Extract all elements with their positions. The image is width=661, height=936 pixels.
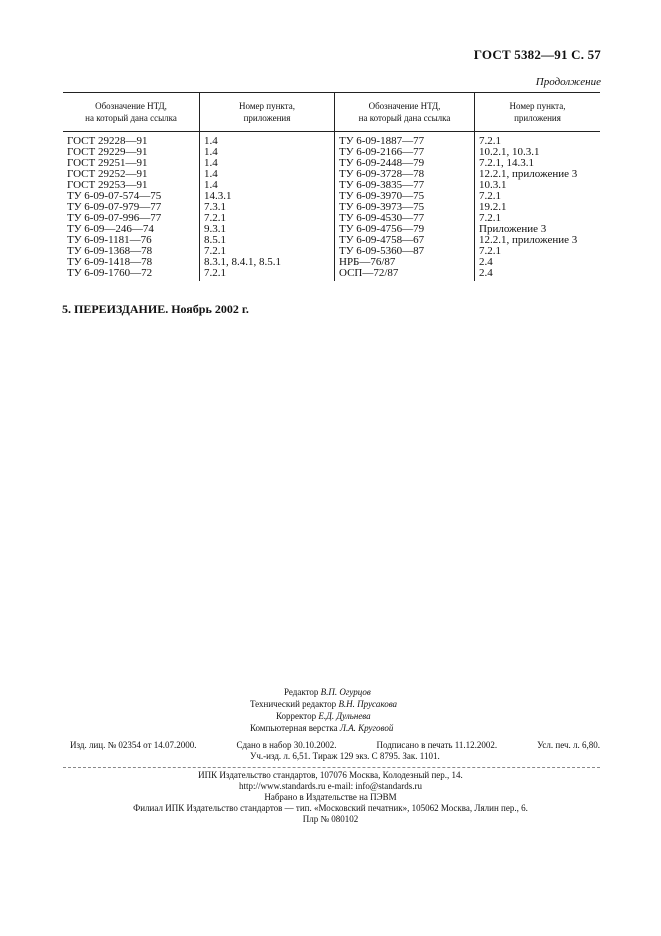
license-plr: Плр № 080102 — [302, 814, 359, 824]
cell-designation: ГОСТ 29252—91 — [67, 168, 148, 180]
cell-designation: ТУ 6-09-3728—78 — [335, 169, 475, 180]
column-header-designation: Обозначение НТД, на который дана ссылка — [335, 93, 475, 132]
publication-info — [70, 740, 600, 762]
cell-clause: 7.2.1 — [475, 191, 601, 202]
cell-clause: 1.4 — [200, 169, 335, 180]
cell-clause: 10.3.1 — [475, 180, 601, 191]
cell-clause: 12.2.1, приложение 3 — [475, 235, 601, 246]
cell-designation: ТУ 6-09-07-574—75 — [67, 190, 162, 202]
cell-designation: ТУ 6-09—246—74 — [67, 223, 154, 235]
license-number: Изд. лиц. № 02354 от 14.07.2000. — [70, 740, 197, 750]
cell-designation: ТУ 6-09-4758—67 — [335, 235, 475, 246]
cell-clause: 7.2.1 — [200, 268, 335, 281]
publisher-web: http://www.standards.ru e-mail: info@standards.ru — [239, 781, 422, 791]
credit-line: Редактор В.П. Огурцов — [284, 687, 371, 697]
cell-clause: 7.2.1 — [200, 213, 335, 224]
cell-designation: ТУ 6-09-4530—77 — [335, 213, 475, 224]
publisher-address: ИПК Издательство стандартов, 107076 Москва, Колодезный пер., 14. — [198, 770, 463, 780]
cell-designation: ТУ 6-09-2448—79 — [335, 158, 475, 169]
cell-clause: 12.2.1, приложение 3 — [475, 169, 601, 180]
print-run-info: Уч.-изд. л. 6,51. Тираж 129 экз. С 8795. Зак. 1101. — [250, 751, 440, 761]
cell-clause: 1.4 — [200, 147, 335, 158]
table-row — [63, 268, 600, 281]
credit-line: Компьютерная верстка Л.А. Круговой — [250, 723, 394, 733]
cell-clause: 1.4 — [200, 180, 335, 191]
cell-designation: ТУ 6-09-3970—75 — [335, 191, 475, 202]
cell-designation: ТУ 6-09-3973—75 — [335, 202, 475, 213]
cell-designation: ГОСТ 29251—91 — [67, 157, 148, 169]
cell-designation: ГОСТ 29229—91 — [67, 146, 148, 158]
page-header: ГОСТ 5382—91 С. 57 — [473, 47, 601, 62]
cell-designation: ТУ 6-09-1418—78 — [67, 256, 153, 268]
cell-clause: 9.3.1 — [200, 224, 335, 235]
sent-date: Сдано в набор 30.10.2002. — [236, 740, 337, 750]
credits-block — [0, 686, 661, 734]
cell-clause: 2.4 — [475, 268, 601, 281]
table-header-row — [63, 93, 600, 132]
column-header-designation: Обозначение НТД, на который дана ссылка — [63, 93, 200, 132]
cell-designation: ТУ 6-09-2166—77 — [335, 147, 475, 158]
cell-clause: 1.4 — [200, 158, 335, 169]
typeset-note: Набрано в Издательстве на ПЭВМ — [264, 792, 397, 802]
imprint-block — [0, 770, 661, 825]
cell-clause: 8.5.1 — [200, 235, 335, 246]
credit-line: Корректор Е.Д. Дульнева — [276, 711, 371, 721]
reissue-note: 5. ПЕРЕИЗДАНИЕ. Ноябрь 2002 г. — [62, 302, 249, 316]
column-header-clause: Номер пункта, приложения — [200, 93, 335, 132]
cell-clause: 7.2.1 — [475, 246, 601, 257]
cell-designation: ОСП—72/87 — [335, 268, 475, 281]
references-table — [63, 92, 600, 281]
cell-designation: ТУ 6-09-07-979—77 — [67, 201, 162, 213]
cell-clause: 10.2.1, 10.3.1 — [475, 147, 601, 158]
cell-clause: 7.2.1, 14.3.1 — [475, 158, 601, 169]
table-row — [63, 132, 600, 148]
cell-clause: Приложение 3 — [475, 224, 601, 235]
cell-designation: ТУ 6-09-1181—76 — [67, 234, 152, 246]
cell-clause: 2.4 — [475, 257, 601, 268]
column-header-clause: Номер пункта, приложения — [475, 93, 601, 132]
cell-designation: ТУ 6-09-1368—78 — [67, 245, 153, 257]
cell-designation: ТУ 6-09-5360—87 — [335, 246, 475, 257]
cell-clause: 1.4 — [200, 132, 335, 148]
cell-clause: 7.2.1 — [475, 213, 601, 224]
cell-clause: 7.2.1 — [475, 132, 601, 148]
continuation-label: Продолжение — [535, 76, 601, 88]
cell-clause: 8.3.1, 8.4.1, 8.5.1 — [200, 257, 335, 268]
cell-designation: ГОСТ 29228—91 — [67, 135, 148, 147]
cell-designation: ГОСТ 29253—91 — [67, 179, 148, 191]
cell-designation: ТУ 6-09-07-996—77 — [67, 212, 162, 224]
cell-designation: ТУ 6-09-1887—77 — [335, 132, 475, 148]
cell-designation: НРБ—76/87 — [335, 257, 475, 268]
cell-designation: ТУ 6-09-4756—79 — [335, 224, 475, 235]
cell-clause: 19.2.1 — [475, 202, 601, 213]
print-sheets: Усл. печ. л. 6,80. — [537, 740, 600, 750]
cell-designation: ТУ 6-09-1760—72 — [67, 267, 153, 279]
printer-address: Филиал ИПК Издательство стандартов — тип. «Московский печатник», 105062 Москва, Лялин пер., 6. — [133, 803, 528, 813]
credit-line: Технический редактор В.Н. Прусакова — [250, 699, 398, 709]
separator-line — [63, 767, 600, 768]
cell-designation: ТУ 6-09-3835—77 — [335, 180, 475, 191]
cell-clause: 7.2.1 — [200, 246, 335, 257]
cell-clause: 7.3.1 — [200, 202, 335, 213]
cell-clause: 14.3.1 — [200, 191, 335, 202]
signed-date: Подписано в печать 11.12.2002. — [376, 740, 498, 750]
